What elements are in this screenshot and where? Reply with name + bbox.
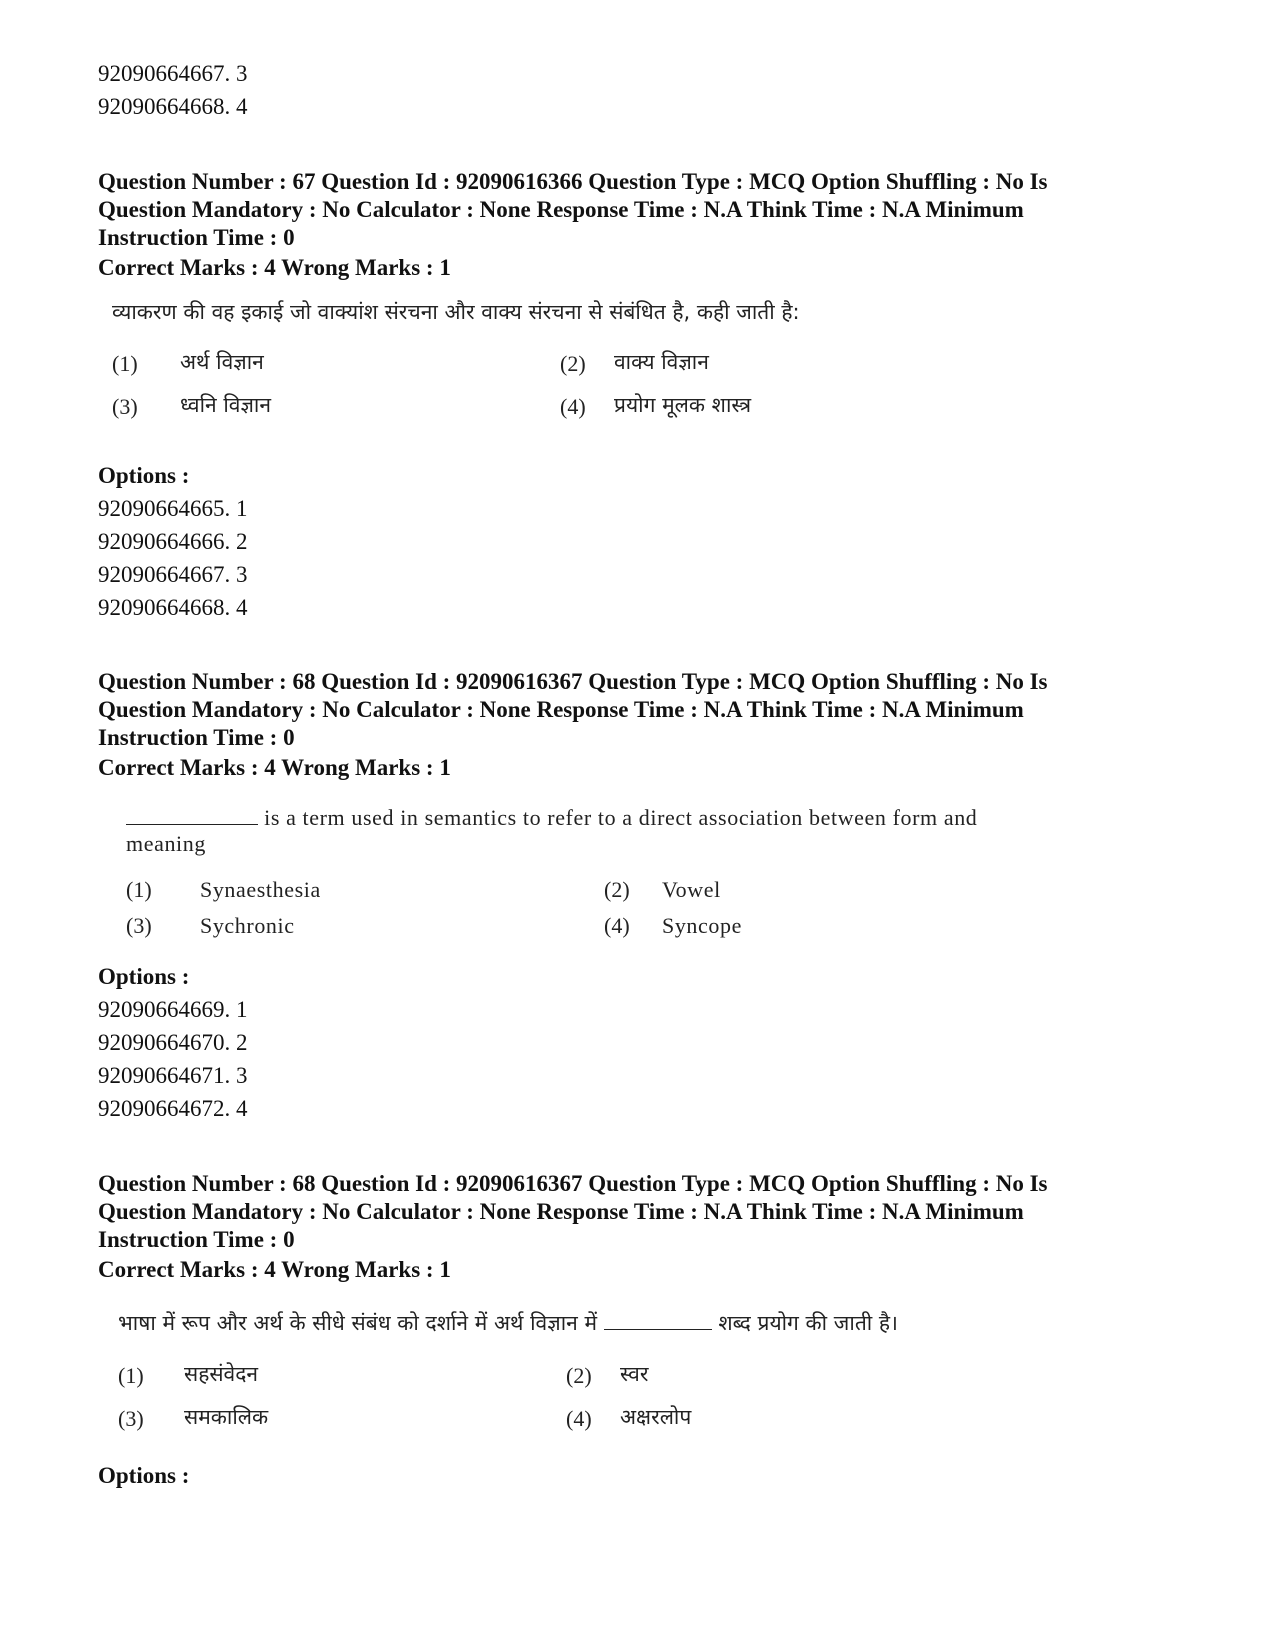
choice-number: (1) — [112, 351, 138, 376]
question-header-line: Instruction Time : 0 — [98, 225, 295, 250]
choice-number: (2) — [560, 351, 586, 376]
answer-blank — [604, 1309, 712, 1330]
question-stem-text: शब्द प्रयोग की जाती है। — [718, 1311, 899, 1335]
option-line: 92090664668. 4 — [98, 595, 248, 620]
question-header-line: Question Number : 68 Question Id : 92090616367 Question Type : MCQ Option Shuffling : No Is — [98, 669, 1048, 694]
choice-number: (4) — [560, 394, 586, 419]
options-label: Options : — [98, 964, 190, 989]
choice-text: स्वर — [620, 1362, 649, 1386]
answer-blank — [126, 804, 258, 825]
question-header-line: Question Mandatory : No Calculator : None Response Time : N.A Think Time : N.A Minimum — [98, 1199, 1024, 1224]
option-line: 92090664667. 3 — [98, 562, 248, 587]
question-header-line: Question Number : 68 Question Id : 92090616367 Question Type : MCQ Option Shuffling : No Is — [98, 1171, 1048, 1196]
question-header-line: Instruction Time : 0 — [98, 725, 295, 750]
question-stem-text: is a term used in semantics to refer to a direct association between form and — [264, 805, 978, 830]
choice-text: प्रयोग मूलक शास्त्र — [614, 393, 752, 417]
option-value: 4 — [236, 94, 248, 119]
choice-number: (2) — [566, 1363, 592, 1388]
question-stem — [118, 1309, 898, 1337]
choice-text: अक्षरलोप — [620, 1405, 692, 1429]
choice-number: (1) — [126, 877, 152, 902]
question-header-line: Instruction Time : 0 — [98, 1227, 295, 1252]
choice-text: Vowel — [662, 877, 721, 902]
question-stem-continuation: meaning — [126, 831, 206, 856]
choice-text: ध्वनि विज्ञान — [180, 393, 272, 417]
marks-line: Correct Marks : 4 Wrong Marks : 1 — [98, 1257, 451, 1282]
choice-number: (3) — [118, 1406, 144, 1431]
question-stem-text: भाषा में रूप और अर्थ के सीधे संबंध को दर्शाने में अर्थ विज्ञान में — [118, 1311, 598, 1335]
choice-text: समकालिक — [184, 1405, 269, 1429]
marks-line: Correct Marks : 4 Wrong Marks : 1 — [98, 755, 451, 780]
option-line: 92090664668. 4 — [98, 94, 248, 119]
choice-text: Synaesthesia — [200, 877, 321, 902]
question-header — [98, 1170, 1158, 1254]
option-line: 92090664666. 2 — [98, 529, 248, 554]
option-line: 92090664665. 1 — [98, 496, 248, 521]
question-header — [98, 168, 1158, 252]
option-line: 92090664671. 3 — [98, 1063, 248, 1088]
question-header-line: Question Mandatory : No Calculator : None Response Time : N.A Think Time : N.A Minimum — [98, 197, 1024, 222]
question-header — [98, 668, 1158, 752]
choice-number: (1) — [118, 1363, 144, 1388]
option-id: 92090664667 — [98, 61, 225, 86]
choice-text: Syncope — [662, 913, 742, 938]
choice-number: (3) — [126, 913, 152, 938]
option-id: 92090664668 — [98, 94, 225, 119]
option-line: 92090664672. 4 — [98, 1096, 248, 1121]
question-header-line: Question Number : 67 Question Id : 92090616366 Question Type : MCQ Option Shuffling : No Is — [98, 169, 1048, 194]
choice-number: (2) — [604, 877, 630, 902]
question-stem: व्याकरण की वह इकाई जो वाक्यांश संरचना और वाक्य संरचना से संबंधित है, कही जाती है: — [112, 300, 800, 324]
choice-text: अर्थ विज्ञान — [180, 350, 264, 374]
choice-number: (4) — [566, 1406, 592, 1431]
choice-number: (3) — [112, 394, 138, 419]
option-line: 92090664670. 2 — [98, 1030, 248, 1055]
question-stem — [126, 804, 1116, 832]
option-line: 92090664669. 1 — [98, 997, 248, 1022]
option-line: 92090664667. 3 — [98, 61, 248, 86]
choice-number: (4) — [604, 913, 630, 938]
option-value: 3 — [236, 61, 248, 86]
options-label: Options : — [98, 463, 190, 488]
marks-line: Correct Marks : 4 Wrong Marks : 1 — [98, 255, 451, 280]
question-header-line: Question Mandatory : No Calculator : None Response Time : N.A Think Time : N.A Minimum — [98, 697, 1024, 722]
choice-text: सहसंवेदन — [184, 1362, 259, 1386]
choice-text: वाक्य विज्ञान — [614, 350, 709, 374]
options-label: Options : — [98, 1463, 190, 1488]
choice-text: Sychronic — [200, 913, 295, 938]
